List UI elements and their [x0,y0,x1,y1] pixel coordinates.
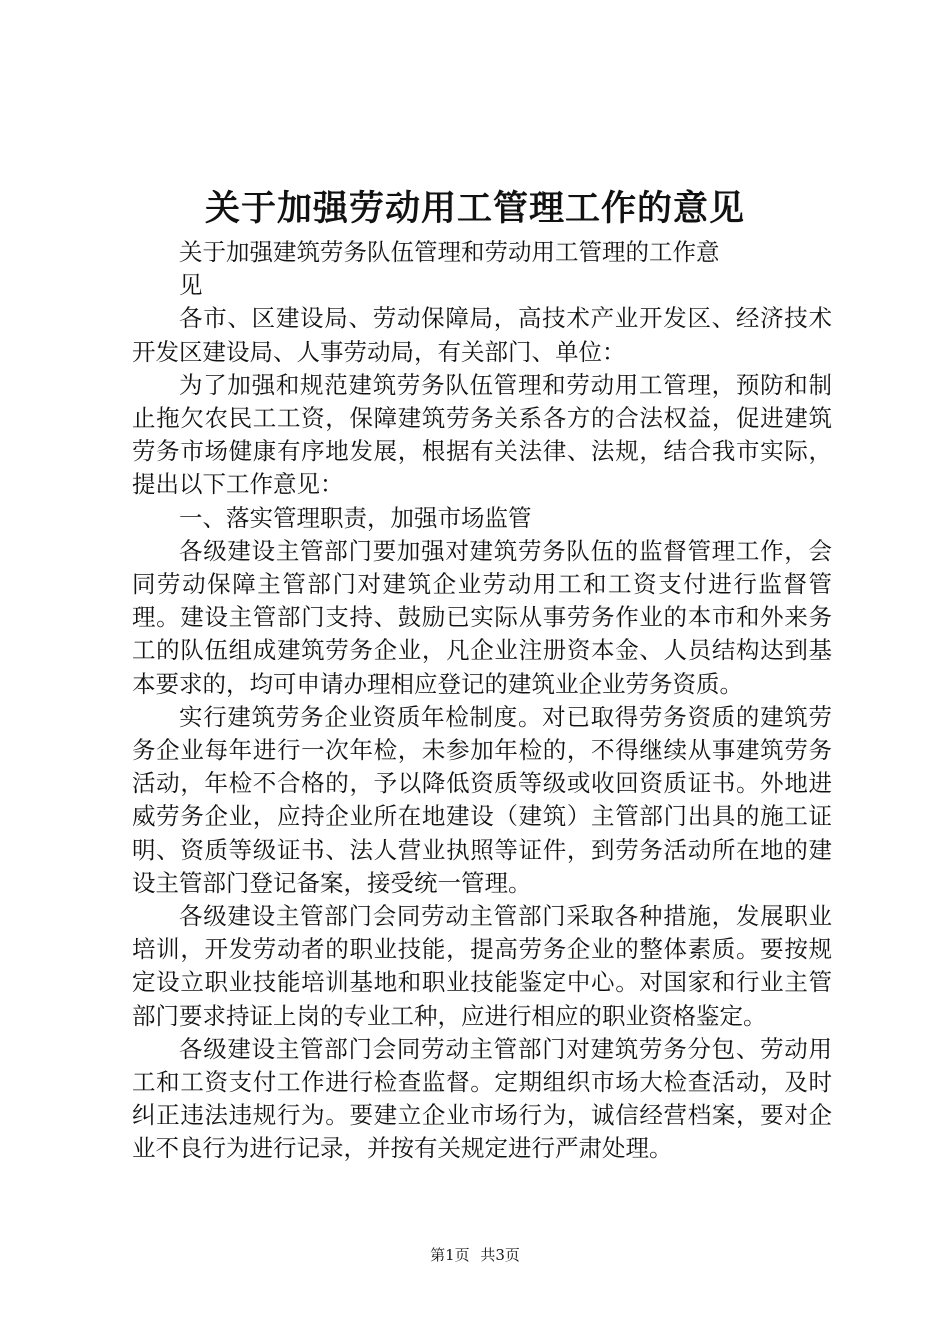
paragraph-annual-inspection: 实行建筑劳务企业资质年检制度。对已取得劳务资质的建筑劳务企业每年进行一次年检，未参加年检的，不得继续从事建筑劳务活动，年检不合格的，予以降低资质等级或收回资质证书。外地进威劳务企业，应持企业所在地建设（建筑）主管部门出具的施工证明、资质等级证书、法人营业执照等证件，到劳务活动所在地的建设主管部门登记备案，接受统一管理。 [132,702,832,897]
paragraph-supervision: 各级建设主管部门要加强对建筑劳务队伍的监督管理工作，会同劳动保障主管部门对建筑企业劳动用工和工资支付进行监督管理。建设主管部门支持、鼓励已实际从事劳务作业的本市和外来务工的队伍组成建筑劳务企业，凡企业注册资本金、人员结构达到基本要求的，均可申请办理相应登记的建筑业企业劳务资质。 [132,536,832,698]
paragraph-training: 各级建设主管部门会同劳动主管部门采取各种措施，发展职业培训，开发劳动者的职业技能，提高劳务企业的整体素质。要按规定设立职业技能培训基地和职业技能鉴定中心。对国家和行业主管部门要求持证上岗的专业工种，应进行相应的职业资格鉴定。 [132,902,832,1030]
document-subtitle: 关于加强建筑劳务队伍管理和劳动用工管理的工作意见 [179,238,720,300]
paragraph-purpose: 为了加强和规范建筑劳务队伍管理和劳动用工管理，预防和制止拖欠农民工工资，保障建筑劳务关系各方的合法权益，促进建筑劳务市场健康有序地发展，根据有关法律、法规，结合我市实际，提出以下工作意见： [132,370,832,499]
paragraph-inspection: 各级建设主管部门会同劳动主管部门对建筑劳务分包、劳动用工和工资支付工作进行检查监督。定期组织市场大检查活动，及时纠正违法违规行为。要建立企业市场行为，诚信经营档案，要对企业不良行为进行记录，并按有关规定进行严肃处理。 [132,1034,832,1163]
paragraph-addressees: 各市、区建设局、劳动保障局，高技术产业开发区、经济技术开发区建设局、人事劳动局，有关部门、单位： [132,304,832,366]
page-footer [0,1245,950,1265]
document-title: 关于加强劳动用工管理工作的意见 [204,188,745,229]
document-body [132,236,832,1166]
section-heading-1: 一、落实管理职责，加强市场监管 [179,503,532,532]
page-number: 第1页 [430,1246,470,1264]
page-total: 共3页 [480,1246,520,1264]
